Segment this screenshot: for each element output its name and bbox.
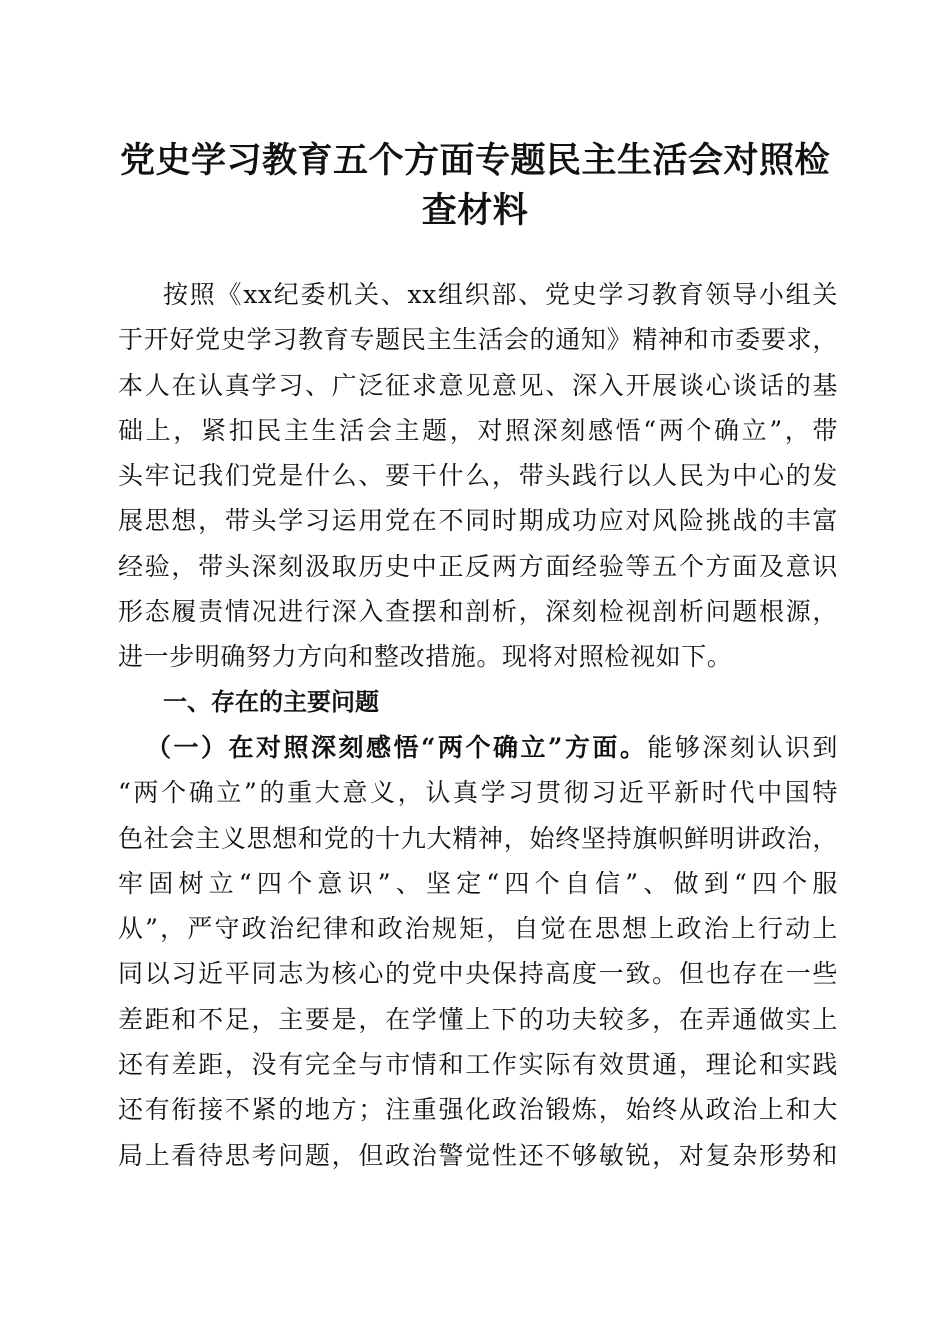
subsection-1-line: 还有衔接不紧的地方；注重强化政治锻炼，始终从政治上和大	[118, 1095, 838, 1125]
intro-line: 础上，紧扣民主生活会主题，对照深刻感悟“两个确立”，带	[118, 415, 838, 445]
intro-line: 本人在认真学习、广泛征求意见意见、深入开展谈心谈话的基	[118, 370, 838, 400]
intro-line: 头牢记我们党是什么、要干什么，带头践行以人民为中心的发	[118, 461, 838, 491]
intro-line: 经验，带头深刻汲取历史中正反两方面经验等五个方面及意识	[118, 551, 838, 581]
subsection-1-line: 还有差距，没有完全与市情和工作实际有效贯通，理论和实践	[118, 1050, 838, 1080]
subsection-1-line: 差距和不足，主要是，在学懂上下的功夫较多，在弄通做实上	[118, 1004, 838, 1034]
subsection-1-lead: （一）在对照深刻感悟“两个确立”方面。	[146, 732, 648, 762]
intro-line: 展思想，带头学习运用党在不同时期成功应对风险挑战的丰富	[118, 506, 838, 536]
document-title	[100, 136, 850, 236]
intro-line: 于开好党史学习教育专题民主生活会的通知》精神和市委要求，	[118, 325, 838, 355]
document-body	[118, 272, 838, 1178]
title-line-1: 党史学习教育五个方面专题民主生活会对照检	[119, 140, 830, 181]
subsection-1-line: “两个确立”的重大意义，认真学习贯彻习近平新时代中国特	[118, 778, 838, 808]
section-heading-problems: 一、存在的主要问题	[163, 687, 379, 716]
subsection-1-line: 色社会主义思想和党的十九大精神，始终坚持旗帜鲜明讲政治，	[118, 823, 838, 853]
intro-line: 按照《xx纪委机关、xx组织部、党史学习教育领导小组关	[163, 280, 838, 309]
title-line-2: 查材料	[421, 190, 529, 231]
subsection-1-line: 从”，严守政治纪律和政治规矩，自觉在思想上政治上行动上	[118, 914, 838, 944]
subsection-1-line: 同以习近平同志为核心的党中央保持高度一致。但也存在一些	[118, 959, 838, 989]
intro-line: 形态履责情况进行深入查摆和剖析，深刻检视剖析问题根源，	[118, 597, 838, 627]
intro-line: 进一步明确努力方向和整改措施。现将对照检视如下。	[118, 642, 733, 672]
subsection-1-line: 局上看待思考问题，但政治警觉性还不够敏锐，对复杂形势和	[118, 1140, 838, 1170]
intro-paragraph	[118, 272, 838, 680]
subsection-1-paragraph	[118, 725, 838, 1178]
subsection-1-first-line	[118, 725, 838, 770]
subsection-1-first-rest: 能够深刻认识到	[647, 732, 838, 762]
subsection-1-line: 牢固树立“四个意识”、坚定“四个自信”、做到“四个服	[118, 868, 838, 898]
